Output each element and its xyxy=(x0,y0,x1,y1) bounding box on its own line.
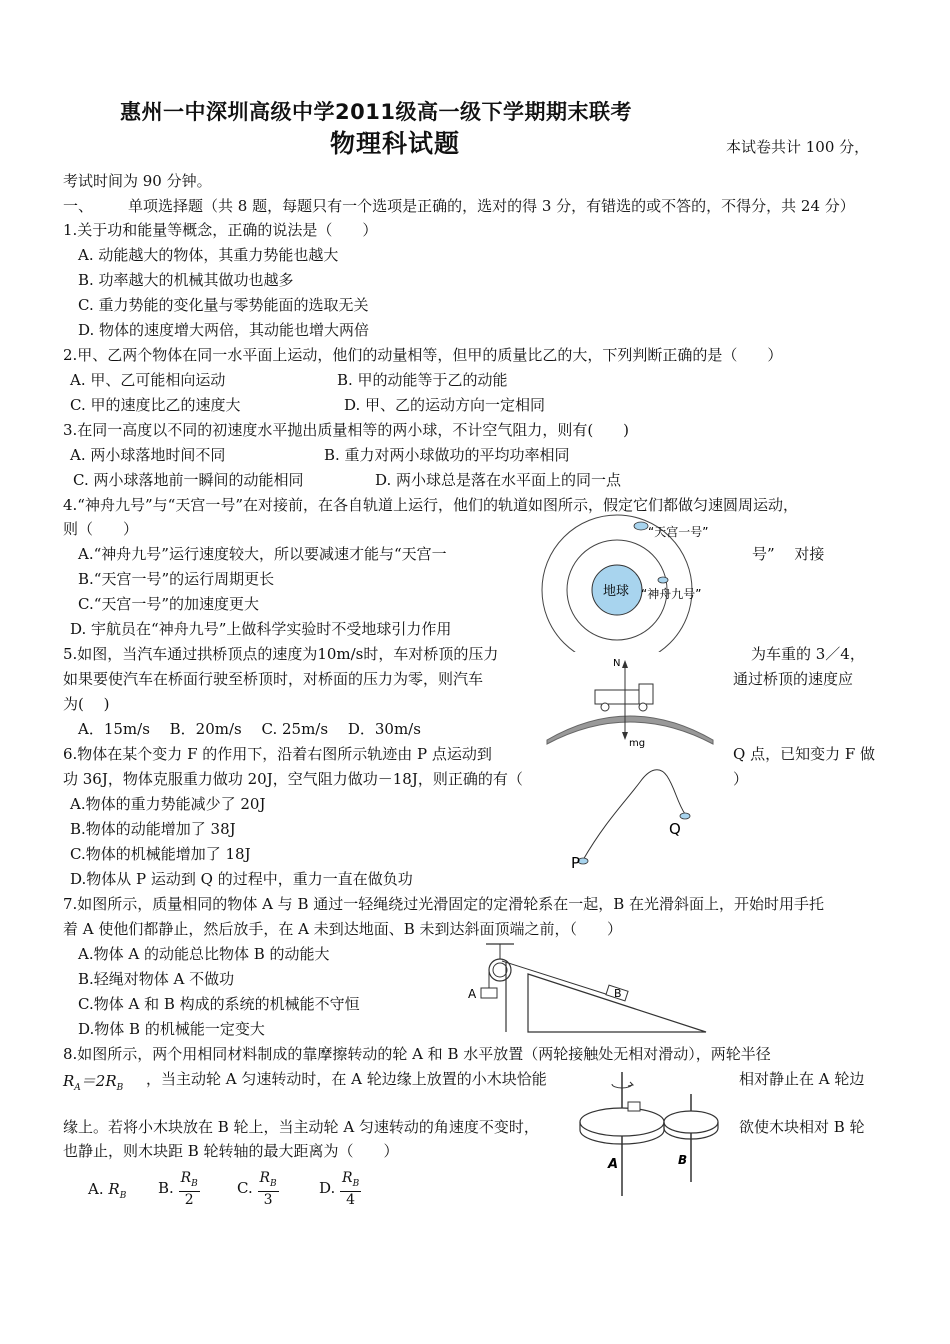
q8-option-d xyxy=(319,1168,361,1208)
exam-title: 惠州一中深圳高级中学2011级高一级下学期期末联考 xyxy=(120,100,632,124)
q4-fig-shenzhou-label: “神舟九号” xyxy=(641,587,702,601)
q7-fig-b-label: B xyxy=(614,987,622,1000)
q4-stem-line2: 则（ ） xyxy=(63,520,139,538)
q6-option-a: A.物体的重力势能减少了 20J xyxy=(70,795,266,813)
q5-bridge-figure xyxy=(545,652,715,752)
q7-fig-a-label: A xyxy=(468,987,477,1001)
q8-line2: ，当主动轮 A 匀速转动时，在 A 轮边缘上放置的小木块恰能 xyxy=(146,1070,547,1088)
q2-option-a: A. 甲、乙可能相向运动 xyxy=(70,371,226,389)
q8-line1: 8.如图所示，两个用相同材料制成的靠摩擦转动的轮 A 和 B 水平放置（两轮接触处无相对滑动），两轮半径 xyxy=(63,1045,771,1063)
score-note: 本试卷共计 100 分， xyxy=(726,138,870,156)
q1-option-c: C. 重力势能的变化量与零势能面的选取无关 xyxy=(78,296,369,314)
q8-option-d-den: 4 xyxy=(346,1192,356,1209)
q3-option-a: A. 两小球落地时间不同 xyxy=(70,446,226,464)
q2-option-d: D. 甲、乙的运动方向一定相同 xyxy=(344,396,546,414)
q4-fig-tiangong-label: “天宫一号” xyxy=(648,525,709,539)
q8-option-a-sub: B xyxy=(119,1191,127,1201)
q5-line2: 如果要使汽车在桥面行驶至桥顶时，对桥面的压力为零，则汽车 xyxy=(63,670,484,688)
q4-orbit-figure xyxy=(540,512,740,652)
q6-option-b: B.物体的动能增加了 38J xyxy=(70,820,236,838)
q8-condition xyxy=(63,1072,123,1098)
q8-option-a-label: A. xyxy=(88,1180,104,1198)
q6-fig-p-label: P xyxy=(571,854,581,872)
q8-fig-a-label: A xyxy=(608,1157,619,1172)
q2-option-c: C. 甲的速度比乙的速度大 xyxy=(70,396,241,414)
q8-line3-cont: 欲使木块相对 B 轮 xyxy=(739,1118,865,1136)
q8-option-c-fraction xyxy=(258,1170,279,1209)
q6-option-c: C.物体的机械能增加了 18J xyxy=(70,845,251,863)
q8-option-d-fraction xyxy=(340,1170,361,1209)
q5-line1: 5.如图，当汽车通过拱桥顶点的速度为10m/s时，车对桥顶的压力 xyxy=(63,645,499,663)
q3-option-d: D. 两小球总是落在水平面上的同一点 xyxy=(375,471,622,489)
q3-stem: 3.在同一高度以不同的初速度水平抛出质量相等的两小球，不计空气阻力，则有( ) xyxy=(63,421,630,439)
q8-option-b xyxy=(158,1168,200,1208)
q3-option-b: B. 重力对两小球做功的平均功率相同 xyxy=(324,446,570,464)
q4-option-c: C.“天宫一号”的加速度更大 xyxy=(78,595,260,613)
q8-option-c-r: R xyxy=(259,1169,271,1186)
q4-option-a: A.“神舟九号”运行速度较大，所以要减速才能与“天宫一 xyxy=(78,545,447,563)
q8-option-c-label: C. xyxy=(237,1179,253,1197)
q8-cond-ra-sub: A xyxy=(74,1083,81,1093)
q6-line2: 功 36J，物体克服重力做功 20J，空气阻力做功－18J，则正确的有（ xyxy=(63,770,523,788)
q8-option-b-sub: B xyxy=(191,1178,198,1189)
q8-option-c xyxy=(237,1168,279,1208)
q6-option-d: D.物体从 P 运动到 Q 的过程中，重力一直在做负功 xyxy=(70,870,413,888)
q7-pulley-figure xyxy=(462,940,712,1036)
q5-line2-cont: 通过桥顶的速度应 xyxy=(733,670,854,688)
q4-option-d: D. 宇航员在“神舟九号”上做科学实验时不受地球引力作用 xyxy=(70,620,452,638)
q8-cond-ra: R xyxy=(63,1072,75,1090)
q6-line1: 6.物体在某个变力 F 的作用下，沿着右图所示轨迹由 P 点运动到 xyxy=(63,745,492,763)
q1-option-b: B. 功率越大的机械其做功也越多 xyxy=(78,271,294,289)
q6-line2-cont: ） xyxy=(733,770,749,788)
q7-option-b: B.轻绳对物体 A 不做功 xyxy=(78,970,235,988)
q5-fig-normal-label: N xyxy=(613,658,621,669)
q4-stem-line1: 4.“神舟九号”与“天宫一号”在对接前，在各自轨道上运行，他们的轨道如图所示，假定它们都做匀速圆周运动， xyxy=(63,496,798,514)
q8-option-a-r: R xyxy=(108,1180,120,1198)
q8-option-c-sub: B xyxy=(270,1178,277,1189)
q8-option-b-den: 2 xyxy=(184,1192,194,1209)
section-heading: 单项选择题（共 8 题，每题只有一个选项是正确的，选对的得 3 分，有错选的或不答的，不得分，共 24 分） xyxy=(128,197,855,215)
q8-option-c-den: 3 xyxy=(263,1192,273,1209)
q5-fig-weight-label: mg xyxy=(629,738,646,749)
q1-option-d: D. 物体的速度增大两倍，其动能也增大两倍 xyxy=(78,321,370,339)
section-number: 一、 xyxy=(63,197,94,215)
q5-line3: 为( ) xyxy=(63,695,110,713)
q8-wheels-figure xyxy=(578,1068,728,1200)
q8-option-a xyxy=(88,1180,126,1206)
q7-line1: 7.如图所示，质量相同的物体 A 与 B 通过一轻绳绕过光滑固定的定滑轮系在一起，B 在光滑斜面上，开始时用手托 xyxy=(63,895,825,913)
q3-option-c: C. 两小球落地前一瞬间的动能相同 xyxy=(73,471,304,489)
q8-cond-rb-sub: B xyxy=(116,1083,124,1093)
q7-line2: 着 A 使他们都静止，然后放手，在 A 未到达地面、B 未到达斜面顶端之前，（ ） xyxy=(63,920,623,938)
q8-fig-b-label: B xyxy=(678,1153,688,1167)
q1-stem: 1.关于功和能量等概念，正确的说法是（ ） xyxy=(63,221,378,239)
time-note: 考试时间为 90 分钟。 xyxy=(63,172,212,190)
q2-stem: 2.甲、乙两个物体在同一水平面上运动，他们的动量相等，但甲的质量比乙的大，下列判断正确的是（ ） xyxy=(63,346,783,364)
q8-line3: 缘上。若将小木块放在 B 轮上，当主动轮 A 匀速转动的角速度不变时， xyxy=(63,1118,539,1136)
q8-option-d-label: D. xyxy=(319,1179,336,1197)
q6-trajectory-figure xyxy=(565,762,705,877)
q6-fig-q-label: Q xyxy=(669,820,681,838)
q8-cond-rb: ＝2R xyxy=(80,1072,117,1090)
q7-option-c: C.物体 A 和 B 构成的系统的机械能不守恒 xyxy=(78,995,360,1013)
q5-options: A．15m/s B．20m/s C. 25m/s D．30m/s xyxy=(78,720,421,738)
q1-option-a: A. 动能越大的物体，其重力势能也越大 xyxy=(78,246,339,264)
q2-option-b: B. 甲的动能等于乙的动能 xyxy=(337,371,508,389)
q4-option-b: B.“天宫一号”的运行周期更长 xyxy=(78,570,275,588)
exam-subtitle: 物理科试题 xyxy=(330,129,461,158)
q5-line1-cont: 为车重的 3／4， xyxy=(751,645,865,663)
q8-option-d-sub: B xyxy=(352,1178,360,1189)
q8-option-d-r: R xyxy=(342,1169,353,1186)
q8-line4: 也静止，则木块距 B 轮转轴的最大距离为（ ） xyxy=(63,1142,399,1160)
q8-line2-cont: 相对静止在 A 轮边 xyxy=(739,1070,865,1088)
q7-option-d: D.物体 B 的机械能一定变大 xyxy=(78,1020,265,1038)
q8-option-b-r: R xyxy=(180,1169,192,1186)
q4-fig-earth-label: 地球 xyxy=(603,584,630,599)
q8-option-b-fraction xyxy=(179,1170,200,1209)
q7-option-a: A.物体 A 的动能总比物体 B 的动能大 xyxy=(78,945,330,963)
q6-line1-cont: Q 点，已知变力 F 做 xyxy=(733,745,876,763)
q4-option-a-cont: 号” 对接 xyxy=(752,545,825,563)
q8-option-b-label: B. xyxy=(158,1179,174,1197)
